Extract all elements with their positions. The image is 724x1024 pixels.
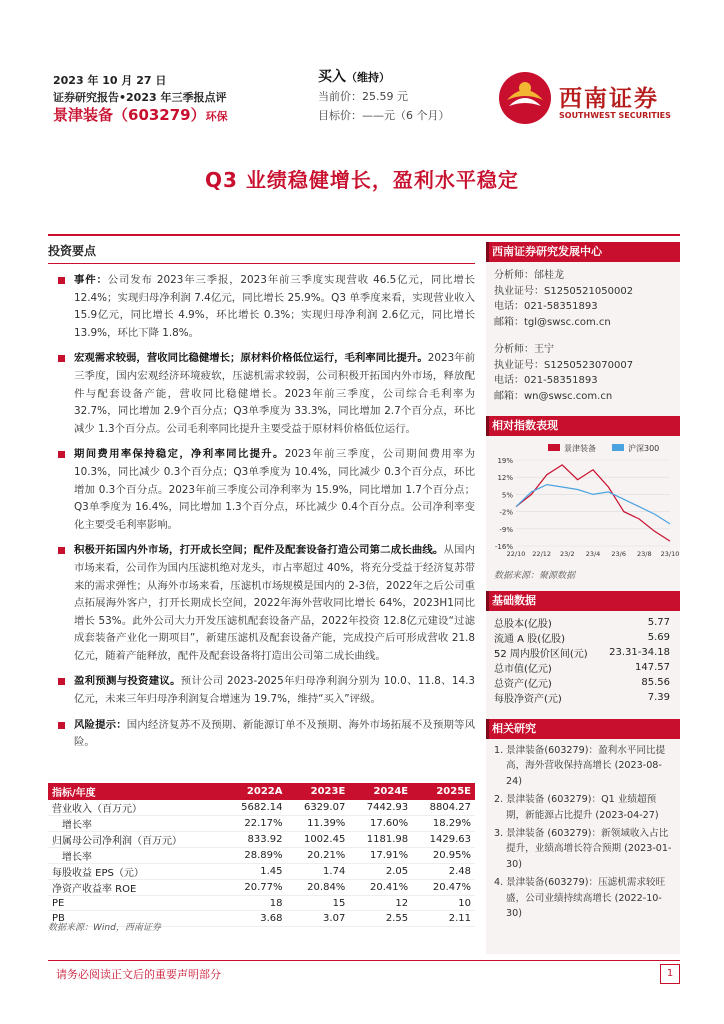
sector: 环保: [205, 110, 228, 123]
related-num: 1.: [494, 745, 504, 756]
basic-value: 5.69: [647, 632, 670, 643]
related-title: 相关研究: [486, 719, 680, 739]
report-date: 2023 年 10 月 27 日: [53, 74, 167, 87]
related-text: 景津装备 (603279)：Q1 业绩超预期，新能源占比提升 (2023-04-27): [506, 794, 659, 821]
report-type: 证券研究报告•2023 年三季报点评: [53, 91, 227, 104]
cell: 3.68: [224, 911, 287, 926]
x-tick-label: 22/12: [532, 550, 552, 558]
row-label: 每股收益 EPS（元）: [48, 864, 224, 880]
analyst-tel: 电话：021-58351893: [494, 301, 598, 312]
related-text: 景津装备 (603279)：新领域收入占比提升，业绩高增长符合预期 (2023-01-30): [506, 828, 672, 870]
bullet-text: 公司发布 2023年三季报，2023年前三季度实现营收 46.5亿元，同比增长 12.4%；实现归母净利润 7.4亿元，同比增长 25.9%。Q3 单季度来看，实现营业收入 15.9亿元，同比增长 4.9%，环比增长 0.3%；实现归母净利润 2.6亿元，同比增长 13.9%，环比下降 1.8%。: [74, 274, 475, 339]
row-label: PB: [48, 911, 224, 926]
header-left: [53, 72, 228, 125]
basic-data-title: 基础数据: [486, 591, 680, 611]
row-label: 增长率: [48, 848, 224, 864]
bullet-expense: [48, 446, 475, 534]
bullet-head: 积极开拓国内外市场，打开成长空间；配件及配套设备打造公司第二成长曲线。: [74, 544, 444, 557]
cell: 15: [286, 896, 349, 911]
investment-highlights: [48, 242, 475, 760]
chart-source: 数据来源：聚源数据: [494, 571, 576, 581]
x-tick-label: 22/10: [506, 550, 526, 558]
cell: 2.05: [349, 864, 412, 880]
bullet-text: 国内经济复苏不及预期、新能源订单不及预期、海外市场拓展不及预期等风险。: [74, 718, 476, 749]
price-value: 25.59 元: [362, 90, 408, 103]
related-num: 4.: [494, 877, 504, 889]
rating: [318, 68, 450, 87]
cell: 11.39%: [286, 816, 349, 832]
chart-title: 相对指数表现: [486, 416, 680, 436]
legend-label: 沪深300: [628, 444, 660, 453]
page-number: 1: [660, 964, 680, 984]
row-label: 营业收入（百万元）: [48, 800, 224, 816]
basic-data-row: [494, 675, 670, 690]
related-item[interactable]: [494, 826, 674, 872]
cell: 1002.45: [286, 832, 349, 848]
logo-mark-icon: [497, 70, 553, 126]
cell: 833.92: [224, 832, 287, 848]
bullet-risk: [48, 717, 475, 752]
y-tick-label: 19%: [497, 457, 513, 465]
related-list: [486, 739, 680, 921]
x-tick-label: 23/8: [637, 550, 652, 558]
y-tick-label: 5%: [501, 491, 513, 500]
cell: 28.89%: [224, 848, 287, 864]
rating-note: （维持）: [346, 71, 390, 84]
x-tick-label: 23/2: [560, 550, 575, 558]
financial-table: [48, 783, 475, 927]
section-title: 投资要点: [48, 242, 475, 264]
cell: 20.77%: [224, 880, 287, 896]
bullet-text: 2023年前三季度，国内宏观经济环境疲软，压滤机需求较弱，公司积极开拓国内外市场，释放配件与配套设备产能，营收同比稳健增长。2023年前三季度，公司综合毛利率为 32.7%，同比增加 2.9个百分点；Q3单季度为 33.3%，同比增加 2.7个百分点，环比减少 1.3个百分点。公司毛利率同比提升主要受益于原材料价格低位运行。: [74, 352, 476, 435]
analyst-mail[interactable]: 邮箱：tgl@swsc.com.cn: [494, 316, 611, 328]
bullet-event: [48, 272, 475, 342]
cell: 5682.14: [224, 800, 287, 816]
table-row: [48, 816, 475, 832]
bullet-head: 事件：: [74, 274, 108, 286]
cell: 18: [224, 896, 287, 911]
row-label: 归属母公司净利润（百万元）: [48, 832, 224, 848]
row-label: PE: [48, 896, 224, 911]
cell: 20.47%: [412, 880, 475, 896]
y-tick-label: -2%: [499, 508, 513, 517]
row-label: 增长率: [48, 816, 224, 832]
y-tick-label: -16%: [494, 543, 513, 551]
footer-note: 请务必阅读正文后的重要声明部分: [56, 968, 221, 981]
cell: 7442.93: [349, 800, 412, 816]
cell: 22.17%: [224, 816, 287, 832]
target-value: ——元（6 个月）: [362, 109, 450, 122]
cell: 10: [412, 896, 475, 911]
related-text: 景津装备(603279)：压滤机需求较旺盛，公司业绩持续高增长 (2022-10-30): [506, 877, 666, 920]
table-header-row: [48, 783, 475, 800]
cell: 8804.27: [412, 800, 475, 816]
y-tick-label: -9%: [499, 525, 513, 534]
x-tick-label: 23/6: [611, 550, 626, 558]
table-row: [48, 848, 475, 864]
table-row: [48, 800, 475, 816]
x-tick-label: 23/4: [585, 550, 601, 558]
cell: 20.21%: [286, 848, 349, 864]
related-item[interactable]: [494, 875, 674, 921]
related-num: 2.: [494, 794, 504, 806]
cell: 2.48: [412, 864, 475, 880]
rating-value: 买入: [318, 69, 346, 85]
cell: 6329.07: [286, 800, 349, 816]
basic-data-row: [494, 615, 670, 630]
col-header: 2023E: [286, 783, 349, 800]
header-rating: [318, 68, 450, 125]
cell: 2.11: [412, 911, 475, 926]
related-text: 景津装备(603279)：盈利水平同比提高，海外营收保持高增长 (2023-08-24): [506, 745, 666, 787]
row-label: 净资产收益率 ROE: [48, 880, 224, 896]
related-item[interactable]: [494, 792, 674, 823]
analyst-tel: 电话：021-58351893: [494, 375, 598, 386]
relative-index-chart: [486, 438, 680, 566]
table-row: [48, 896, 475, 911]
company-logo: [497, 68, 677, 128]
basic-value: 23.31-34.18: [609, 647, 670, 658]
table-row: [48, 832, 475, 848]
basic-value: 85.56: [641, 677, 670, 688]
cell: 20.95%: [412, 848, 475, 864]
cell: 18.29%: [412, 816, 475, 832]
price-label: 当前价：: [318, 90, 362, 103]
footer-divider: [48, 960, 680, 961]
analyst-block: [486, 262, 680, 406]
bullet-text: 从国内市场来看，公司作为国内压滤机绝对龙头，市占率超过 40%，将充分受益于经济复苏带来的需求弹性；从海外市场来看，压滤机市场规模是国内的 2-3倍，2022年之后公司重点拓展海外客户，打开长期成长空间，2022年海外营收同比增长 64%，2023H1同比增长 53%。此外公司大力开发压滤机配套设备产品，2022年投资 12.8亿元建设“过滤成套装备产业化一期项目”，新建压滤机及配套设备产能，完成投产后可形成营收 21.8亿元，随着产能释放，配件及配套设备将打造出公司第二成长曲线。: [74, 544, 476, 662]
legend-swatch: [548, 444, 560, 451]
basic-value: 7.39: [647, 692, 670, 703]
cell: 1181.98: [349, 832, 412, 848]
basic-label: 52 周内股价区间(元): [494, 649, 588, 660]
x-tick-label: 23/10: [660, 550, 680, 558]
report-title: Q3 业绩稳健增长，盈利水平稳定: [205, 168, 519, 192]
target-price: [318, 106, 450, 125]
cell: 12: [349, 896, 412, 911]
basic-value: 5.77: [647, 617, 670, 628]
target-label: 目标价：: [318, 109, 362, 122]
company-name: 景津装备（603279）: [53, 106, 206, 124]
col-header: 2022A: [224, 783, 287, 800]
table-row: [48, 880, 475, 896]
cell: 20.84%: [286, 880, 349, 896]
logo-en: SOUTHWEST SECURITIES: [559, 111, 671, 120]
basic-data-row: [494, 660, 670, 675]
current-price: [318, 87, 450, 106]
bullet-demand: [48, 350, 475, 438]
cell: 1429.63: [412, 832, 475, 848]
title-divider: [48, 234, 680, 236]
table-row: [48, 864, 475, 880]
analyst-cert: 执业证号：S1250523070007: [494, 359, 634, 371]
basic-data-row: [494, 690, 670, 705]
cell: 17.91%: [349, 848, 412, 864]
basic-data-row: [494, 645, 670, 660]
bullet-head: 期间费用率保持稳定，净利率同比提升。: [74, 448, 285, 461]
bullet-head: 宏观需求较弱，营收同比稳健增长；原材料价格低位运行，毛利率同比提升。: [74, 352, 428, 365]
sidebar: [486, 242, 680, 954]
basic-label: 每股净资产(元): [494, 694, 562, 705]
cell: 20.41%: [349, 880, 412, 896]
company-line: [53, 107, 228, 125]
table-source: 数据来源：Wind，西南证券: [48, 923, 161, 933]
analyst-cert: 执业证号：S1250521050002: [494, 285, 634, 297]
y-tick-label: 12%: [497, 474, 513, 483]
basic-value: 147.57: [635, 662, 670, 673]
basic-data-row: [494, 630, 670, 645]
bullet-text: 2023年前三季度，公司期间费用率为 10.3%，同比减少 0.3个百分点；Q3单季度为 10.4%，同比减少 0.3个百分点，环比增加 0.3个百分点。2023年前三季度公司净利率为 15.9%，同比增加 1.7个百分点；Q3单季度为 16.4%，同比增加 1.3个百分点，环比减少 0.4个百分点。公司净利率变化主要受毛利率影响。: [74, 448, 475, 531]
basic-label: 总市值(亿元): [494, 664, 552, 675]
cell: 3.07: [286, 911, 349, 926]
bullet-head: 盈利预测与投资建议。: [74, 675, 181, 688]
basic-label: 流通 A 股(亿股): [494, 634, 566, 645]
team-title: 西南证券研究发展中心: [486, 242, 680, 262]
related-num: 3.: [494, 828, 504, 840]
basic-label: 总股本(亿股): [494, 619, 552, 630]
col-header: 2024E: [349, 783, 412, 800]
series-line: [516, 485, 670, 524]
logo-cn: 西南证券: [559, 86, 659, 112]
bullet-text: 预计公司 2023-2025年归母净利润分别为 10.0、11.8、14.3亿元，未来三年归母净利润复合增速为 19.7%，维持“买入”评级。: [74, 675, 475, 706]
legend-label: 景津装备: [564, 444, 596, 453]
cell: 17.60%: [349, 816, 412, 832]
basic-label: 总资产(亿元): [494, 679, 552, 690]
series-line: [516, 465, 670, 541]
analyst-name: 分析师：邰桂龙: [494, 270, 564, 281]
legend-swatch: [612, 444, 624, 451]
analyst-name: 分析师：王宁: [494, 344, 554, 355]
related-item[interactable]: [494, 743, 674, 789]
col-header: 指标/年度: [48, 783, 224, 800]
analyst-mail[interactable]: 邮箱：wn@swsc.com.cn: [494, 390, 613, 402]
bullet-forecast: [48, 673, 475, 708]
basic-data-table: [494, 615, 670, 705]
cell: 1.45: [224, 864, 287, 880]
cell: 2.55: [349, 911, 412, 926]
bullet-market: [48, 542, 475, 665]
col-header: 2025E: [412, 783, 475, 800]
cell: 1.74: [286, 864, 349, 880]
bullet-head: 风险提示：: [74, 718, 127, 731]
